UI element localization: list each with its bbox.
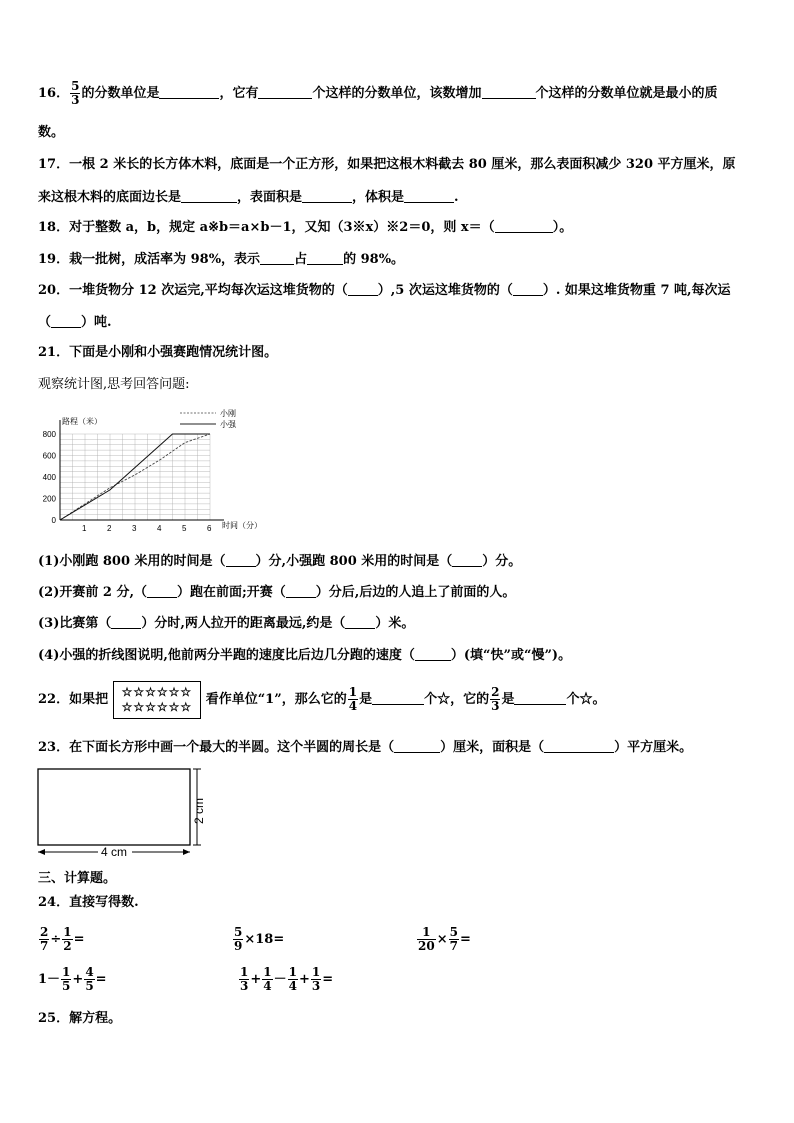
question-21-part2: (2)开赛前 2 分,（ ）跑在前面;开赛（ ）分后,后边的人追上了前面的人。: [38, 585, 516, 600]
blank[interactable]: [452, 552, 482, 567]
y-axis-label: 路程（米）: [62, 417, 102, 426]
question-24-title: 24．直接写得数.: [38, 895, 139, 910]
blank[interactable]: [394, 738, 440, 753]
blank[interactable]: [404, 188, 454, 203]
q16-number: 16．: [38, 86, 70, 101]
question-17-line1: 17．一根 2 米长的长方体木料，底面是一个正方形，如果把这根木料截去 80 厘米，那么表面积减少 320 平方厘米，原: [38, 157, 736, 172]
question-21-part4: (4)小强的折线图说明,他前两分半跑的速度比后边几分跑的速度（ ）(填“快”或“慢”)。: [38, 648, 572, 663]
blank[interactable]: [348, 281, 378, 296]
blank[interactable]: [514, 690, 566, 705]
question-19: 19．栽一批树，成活率为 98%，表示 占 的 98%。: [38, 252, 405, 267]
blank[interactable]: [159, 84, 219, 99]
x-tick-label: 1: [82, 524, 87, 533]
x-tick-label: 6: [207, 524, 212, 533]
question-22: 22．如果把 ☆☆☆☆☆☆ ☆☆☆☆☆☆ 看作单位“1”，那么它的 $\frac{1}{4}$ 是 个☆，它的 $\frac{2}{3}$ 是 个☆。: [38, 680, 606, 720]
blank[interactable]: [181, 188, 237, 203]
blank[interactable]: [51, 313, 81, 328]
blank[interactable]: [513, 281, 543, 296]
question-21-part1: (1)小刚跑 800 米用的时间是（ ）分,小强跑 800 米用的时间是（ ）分。: [38, 554, 522, 569]
legend-xiaogang: 小刚: [220, 409, 236, 418]
y-tick-label: 0: [51, 516, 56, 525]
fraction-two-thirds: $\frac{2}{3}$: [491, 685, 500, 713]
blank[interactable]: [482, 84, 536, 99]
expr-4: 1－ $\frac{1}{5}$ + $\frac{4}{5}$ =: [38, 965, 107, 993]
section-3-title: 三、计算题。: [38, 871, 117, 886]
y-tick-label: 400: [42, 473, 56, 482]
y-tick-label: 600: [42, 451, 56, 461]
x-axis-label: 时间（分）: [222, 521, 262, 530]
question-25-title: 25．解方程。: [38, 1011, 122, 1026]
blank[interactable]: [495, 218, 553, 233]
blank[interactable]: [147, 583, 177, 598]
question-17-line2: 来这根木料的底面边长是 ，表面积是 ，体积是 .: [38, 190, 459, 205]
star-box: ☆☆☆☆☆☆ ☆☆☆☆☆☆: [113, 681, 202, 719]
question-18: 18．对于整数 a，b，规定 a※b＝a×b－1，又知（3※x）※2＝0，则 x＝（ ）。: [38, 220, 573, 235]
blank[interactable]: [345, 614, 375, 629]
expr-5: $\frac{1}{3}$ + $\frac{1}{4}$ － $\frac{1}{4}$ + $\frac{1}{3}$ =: [240, 965, 334, 993]
blank[interactable]: [372, 690, 424, 705]
blank[interactable]: [258, 84, 312, 99]
expr-2: $\frac{5}{9}$ ×18=: [234, 925, 285, 953]
question-16-cont: 数。: [38, 125, 65, 140]
expr-1: $\frac{2}{7}$ ÷ $\frac{1}{2}$ =: [40, 925, 85, 953]
question-21-intro: 观察统计图,思考回答问题:: [38, 377, 190, 392]
blank[interactable]: [260, 250, 294, 265]
question-20-line2: （ ）吨.: [38, 315, 112, 330]
blank[interactable]: [307, 250, 343, 265]
fraction-one-quarter: $\frac{1}{4}$: [348, 685, 358, 713]
x-tick-label: 5: [182, 524, 187, 533]
height-label: 2 cm: [192, 797, 206, 824]
blank[interactable]: [415, 646, 451, 661]
y-tick-label: 200: [42, 494, 56, 504]
blank[interactable]: [302, 188, 352, 203]
chart-legend: [180, 408, 237, 429]
question-21-title: 21．下面是小刚和小强赛跑情况统计图。: [38, 345, 278, 360]
expr-3: $\frac{1}{20}$ × $\frac{5}{7}$ =: [418, 925, 471, 953]
rectangle: [38, 769, 190, 845]
chart-ticks: [43, 430, 212, 533]
question-20-line1: 20．一堆货物分 12 次运完,平均每次运这堆货物的（ ）,5 次运这堆货物的（ ）. 如果这堆货物重 7 吨,每次运: [38, 283, 731, 298]
question-16: 16． $\frac{5}{3}$ 的分数单位是 ，它有 个这样的分数单位，该数增加 个这样的分数单位就是最小的质: [38, 79, 718, 107]
y-tick-label: 800: [42, 430, 56, 439]
blank[interactable]: [544, 738, 614, 753]
x-tick-label: 2: [107, 524, 112, 533]
blank[interactable]: [286, 583, 316, 598]
rectangle-figure: [34, 764, 214, 864]
x-tick-label: 4: [157, 524, 162, 533]
race-line-chart: [34, 406, 274, 536]
x-tick-label: 3: [132, 524, 137, 533]
legend-xiaoqiang: 小强: [220, 420, 236, 429]
blank[interactable]: [226, 552, 256, 567]
question-23: 23．在下面长方形中画一个最大的半圆。这个半圆的周长是（ ）厘米，面积是（ ）平方厘米。: [38, 740, 693, 755]
q16-fraction: $\frac{5}{3}$: [71, 79, 80, 107]
width-label: 4 cm: [101, 845, 128, 859]
blank[interactable]: [111, 614, 141, 629]
question-21-part3: (3)比赛第（ ）分时,两人拉开的距离最远,约是（ ）米。: [38, 616, 415, 631]
